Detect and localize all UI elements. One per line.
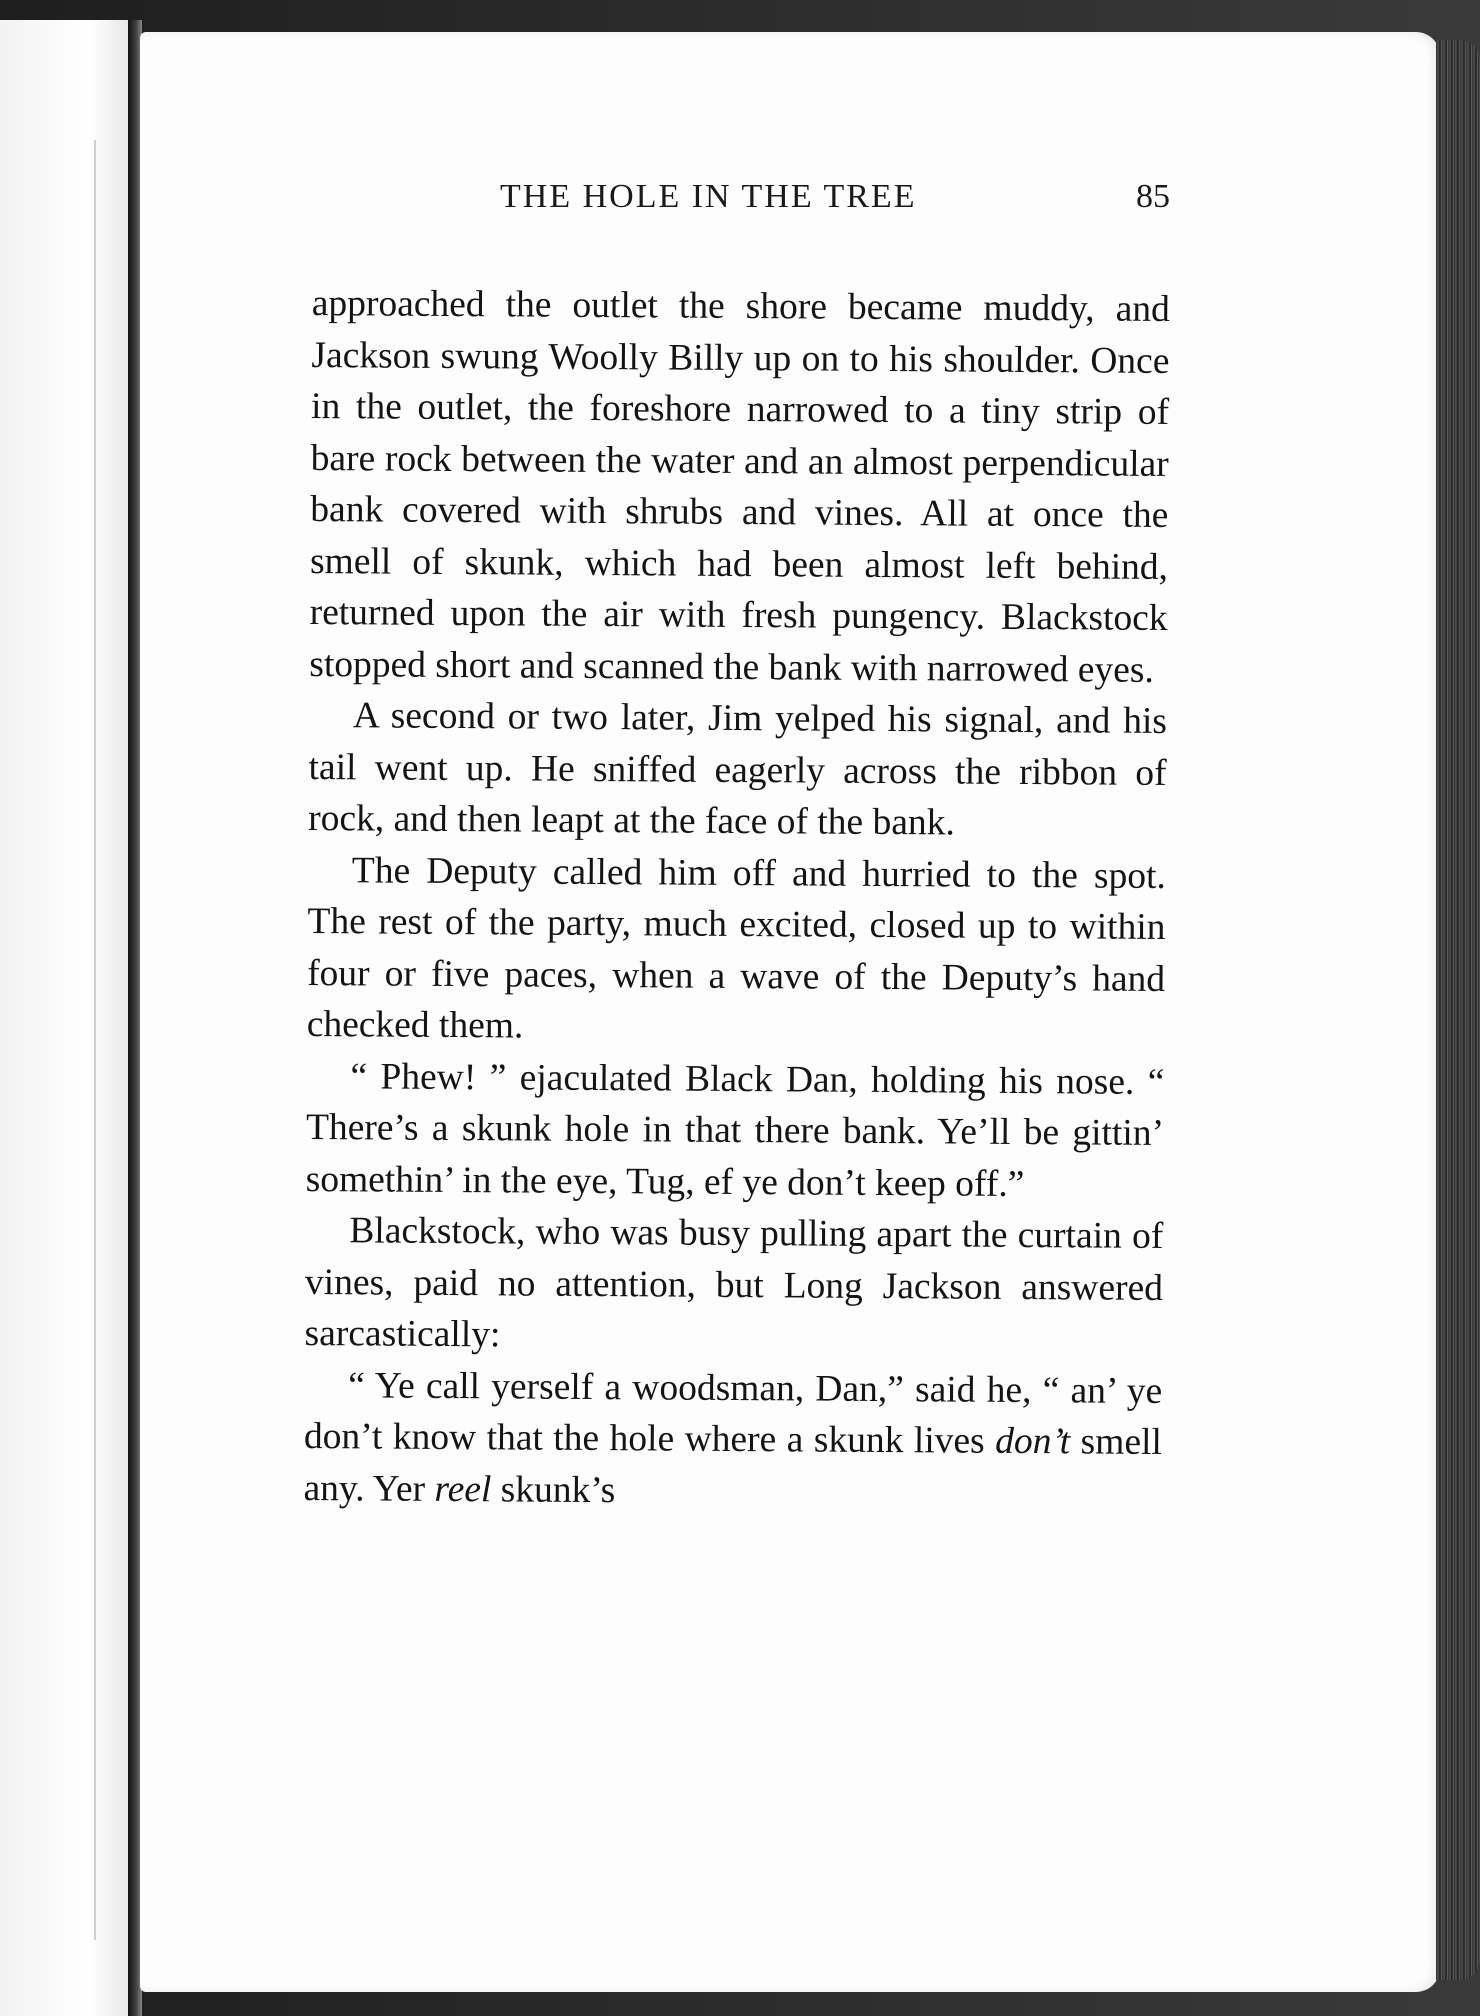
body-text <box>303 278 1170 1520</box>
paragraph-6-part-1: “ Ye call yerself a woodsman, Dan,” said he, “ an’ ye don’t know that the hole where a skunk lives <box>303 1364 1163 1462</box>
paragraph-5: Blackstock, who was busy pulling apart the curtain of vines, paid no attention, but Long Jackson answered sarcastically: <box>304 1210 1164 1356</box>
facing-page-edge <box>0 20 131 2016</box>
paragraph-4: “ Phew! ” ejaculated Black Dan, holding his nose. “ There’s a skunk hole in that there bank. Ye’ll be gittin’ somethin’ in the eye, Tug, ef ye don’t keep off.” <box>305 1055 1165 1205</box>
paragraph-3: The Deputy called him off and hurried to the spot. The rest of the party, much excited, closed up to within four or five paces, when a wave of the Deputy’s hand checked them. <box>306 849 1166 1047</box>
paragraph-6-part-3: skunk’s <box>491 1468 616 1511</box>
page-edge-line <box>94 140 96 1940</box>
italic-reel: reel <box>434 1468 492 1510</box>
paragraph-6 <box>303 1359 1162 1519</box>
running-head <box>360 178 1170 228</box>
book-fore-edge <box>1436 40 1480 1980</box>
page-number: 85 <box>1136 178 1170 215</box>
paragraph-6-part-2: smell any. Yer <box>303 1421 1163 1510</box>
running-head-title: THE HOLE IN THE TREE <box>500 178 917 215</box>
paragraph-2: A second or two later, Jim yelped his signal, and his tail went up. He sniffed eagerly across the ribbon of rock, and then leapt at the face of the bank. <box>308 695 1168 844</box>
paragraph-1: approached the outlet the shore became muddy, and Jackson swung Woolly Billy up on to his shoulder. Once in the outlet, the foreshore narrowed to a tiny strip of bare rock between the water and an almost perpendicular bank covered with shrubs and vines. All at once the smell of skunk, which had been almost left behind, returned upon the air with fresh pungency. Blackstock stopped short and scanned the bank with narrowed eyes. <box>309 282 1170 691</box>
italic-dont: don’t <box>995 1420 1071 1463</box>
